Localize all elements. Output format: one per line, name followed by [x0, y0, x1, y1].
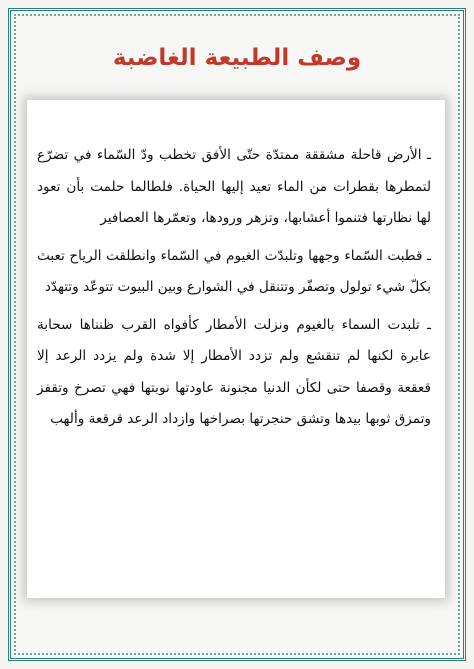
- paragraph-1: ـ الأرض قاحلة مشققة ممتدّة حتّى الأفق تخطب ودّ السّماء في تضرّع لتمطرها بقطرات من الماء تعيد إليها الحياة. فلطالما حلمت بأن تعود لها نظارتها فتنموا أعشابها، وتزهر ورودها، وتعمّرها العصافير: [37, 147, 431, 226]
- text-content: [27, 140, 445, 598]
- page-title: وصف الطبيعة الغاضبة: [112, 45, 362, 72]
- paragraph-3: ـ تلبدت السماء بالغيوم ونزلت الأمطار كأفواه القرب ظنناها سحابة عابرة لكنها لم تنقشع ولم تزدد الأمطار إلا شدة ولم يزدد الرعد إلا قعقعة وقصفا حتى لكأن الدنيا مجنونة عاودتها نوبتها فهي تصرخ وتقفز وتمزق ثوبها بيدها وتشق حنجرتها بصراخها وازداد الرعد قرقعة وألهب: [37, 316, 431, 427]
- paragraph-2: ـ قطبت السّماء وجهها وتلبدّت الغيوم في السّماء وانطلقت الرياح تعبث بكلّ شيء تولول وتصفّر وتتنقل في الشوارع وبين البيوت تتوعّد وتتهدّد: [37, 247, 431, 295]
- text-card: [27, 100, 445, 598]
